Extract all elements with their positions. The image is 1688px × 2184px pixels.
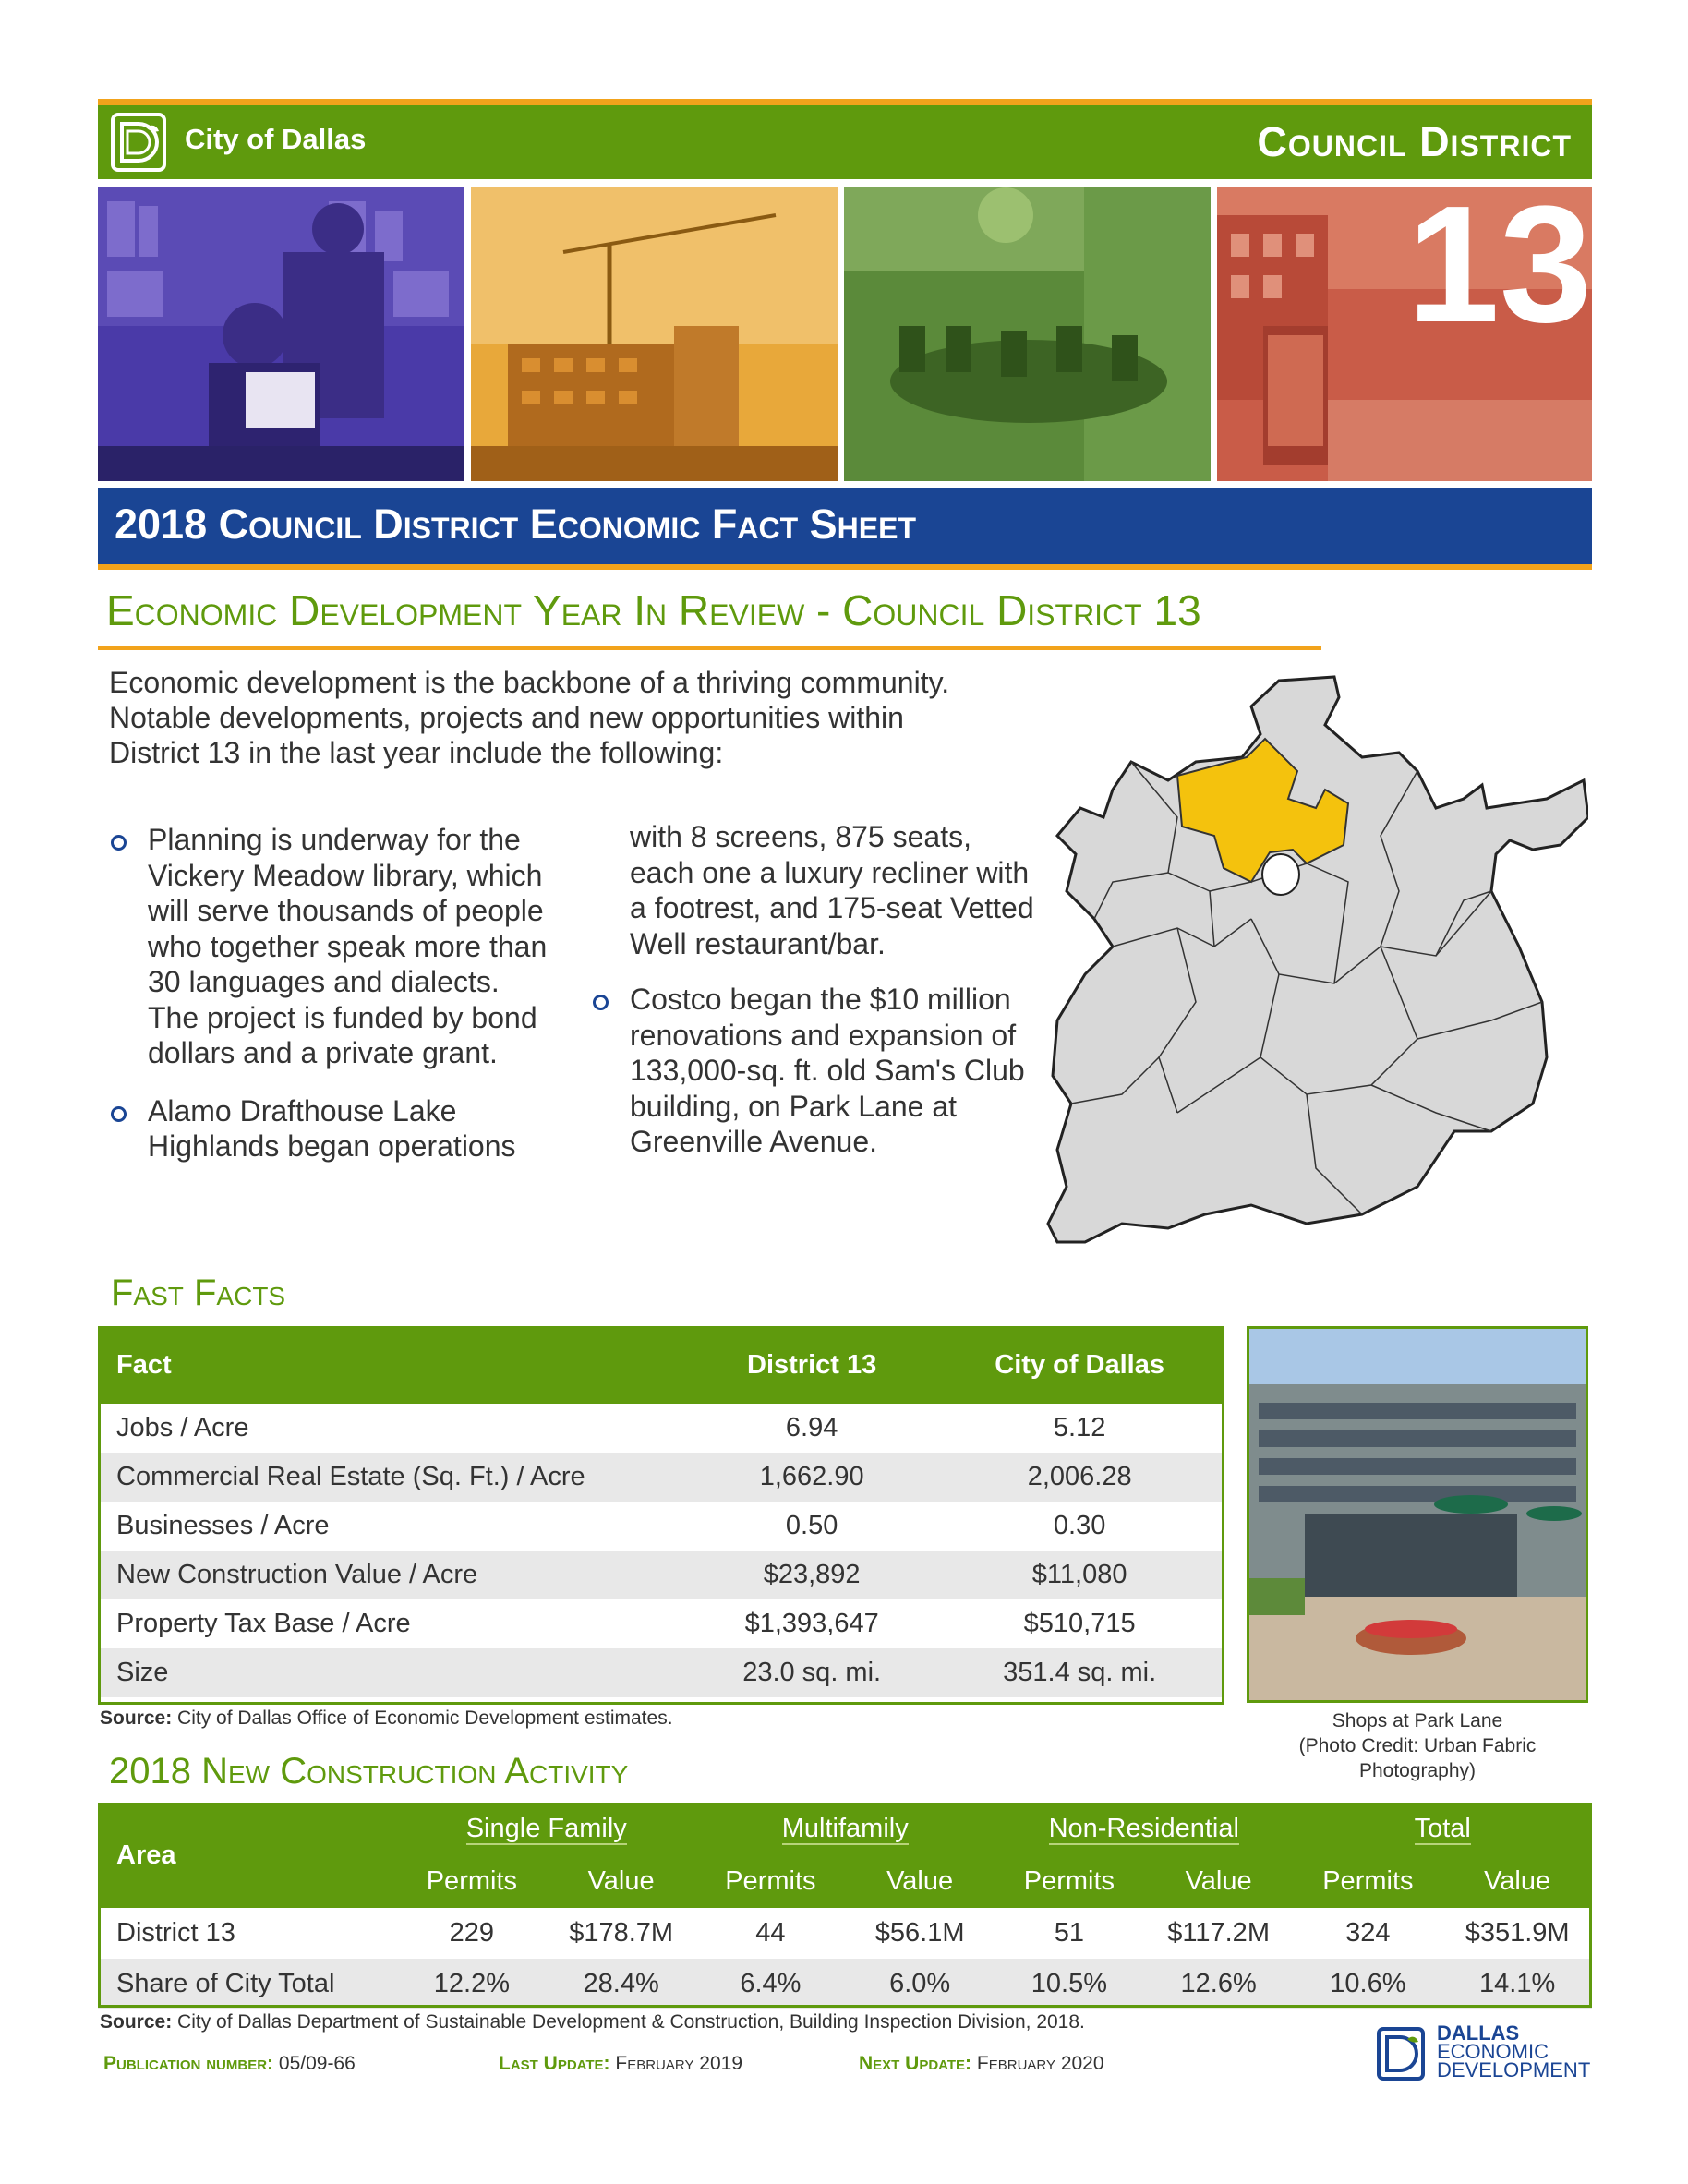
bullet-continuation: with 8 screens, 875 seats, each one a luxury recliner with a footrest, and 175-seat Vetted Well restaurant/bar. (630, 820, 1034, 960)
subheader: Permits (397, 1854, 547, 1908)
fast-facts-heading: Fast Facts (111, 1273, 286, 1313)
subheader: Permits (1294, 1854, 1443, 1908)
city-value: $510,715 (1023, 1609, 1136, 1638)
subheader: Permits (995, 1854, 1144, 1908)
bullet-circle-icon (111, 1106, 127, 1122)
dallas-economic-development-logo: DALLAS ECONOMIC DEVELOPMENT (1376, 2022, 1598, 2087)
bullet-circle-icon (593, 995, 609, 1010)
group-header: Total (1294, 1803, 1593, 1854)
header-top-rule (98, 99, 1592, 105)
footer-last-update: Last Update: February 2019 (499, 2053, 743, 2074)
bullet-item: Planning is underway for the Vickery Meadow library, which will serve thousands of people who together speak more than 30 languages and dialects. The project is funded by bond dollars and a private grant. (109, 822, 552, 1071)
bullet-circle-icon (111, 835, 127, 851)
year-in-review-heading: Economic Development Year In Review - Council District 13 (106, 586, 1201, 634)
table-row: Share of City Total 12.2% 28.4% 6.4% 6.0% 10.5% 12.6% 10.6% 14.1% (98, 1959, 1592, 2009)
city-of-dallas-logo-icon (109, 109, 175, 175)
bullet-column-left (109, 822, 552, 1187)
district-number: 13 (1406, 187, 1592, 357)
city-of-dallas-logo-text: City of Dallas (185, 123, 367, 155)
photo-library-readers (98, 187, 464, 481)
fact-label: Jobs / Acre (116, 1413, 249, 1442)
fact-label: New Construction Value / Acre (98, 1551, 689, 1599)
banner-bottom-rule (98, 564, 1592, 570)
district-value: $23,892 (689, 1551, 934, 1599)
bullet-column-right (591, 819, 1034, 1182)
group-header: Multifamily (696, 1803, 995, 1854)
fact-label: Size (98, 1648, 689, 1697)
district-value: 23.0 sq. mi. (689, 1648, 934, 1697)
footer-next-update: Next Update: February 2020 (859, 2053, 1104, 2074)
city-value: 2,006.28 (934, 1453, 1224, 1502)
district-value: $1,393,647 (744, 1609, 879, 1638)
fast-facts-source: Source: City of Dallas Office of Economic Development estimates. (100, 1707, 673, 1729)
dallas-council-district-map (1030, 670, 1588, 1256)
review-intro: Economic development is the backbone of a thriving community. Notable developments, projects and new opportunities within District 13 in the last year include the following: (109, 666, 950, 769)
table-row: District 13 229 $178.7M 44 $56.1M 51 $117.2M 324 $351.9M (116, 1918, 1570, 1948)
subheader: Value (1144, 1854, 1294, 1908)
column-header-district: District 13 (689, 1326, 934, 1404)
fact-label: Businesses / Acre (116, 1511, 330, 1540)
bullet-item: Alamo Drafthouse Lake Highlands began operations (109, 1093, 552, 1164)
fact-label: Property Tax Base / Acre (116, 1609, 411, 1638)
footer-publication: Publication number: 05/09-66 (103, 2053, 356, 2074)
column-header-city: City of Dallas (934, 1326, 1224, 1404)
fast-facts-border (98, 1326, 1224, 1705)
subheader: Value (845, 1854, 995, 1908)
construction-table-border (98, 1803, 1592, 2008)
city-value: $11,080 (934, 1551, 1224, 1599)
subheader: Permits (696, 1854, 846, 1908)
district-value: 6.94 (785, 1413, 838, 1442)
council-district-title: Council District (1257, 118, 1572, 165)
bullet-item: Costco began the $10 million renovations and expansion of 133,000-sq. ft. old Sam's Club building, on Park Lane at Greenville Avenue. (591, 982, 1034, 1160)
city-value: 0.30 (1053, 1511, 1106, 1540)
photo-west-end-street (1217, 187, 1592, 481)
subheader: Value (547, 1854, 696, 1908)
photo-shops-at-park-lane (1247, 1326, 1588, 1703)
photo-caption: Shops at Park Lane (Photo Credit: Urban Fabric Photography) (1298, 1710, 1537, 1781)
fact-label: Commercial Real Estate (Sq. Ft.) / Acre (98, 1453, 689, 1502)
group-header: Single Family (397, 1803, 696, 1854)
column-header-fact: Fact (98, 1326, 689, 1404)
ded-logo-icon (1376, 2026, 1431, 2081)
photo-meeting-room (844, 187, 1211, 481)
city-value: 5.12 (1053, 1413, 1106, 1442)
city-boundary (1048, 677, 1588, 1242)
fact-sheet-title: 2018 Council District Economic Fact Sheet (115, 501, 916, 548)
photo-construction-crane (471, 187, 838, 481)
subheader: Value (1442, 1854, 1592, 1908)
column-header-area: Area (98, 1803, 397, 1908)
city-value: 351.4 sq. mi. (934, 1648, 1224, 1697)
district-value: 1,662.90 (689, 1453, 934, 1502)
group-header: Non-Residential (995, 1803, 1294, 1854)
construction-activity-heading: 2018 New Construction Activity (109, 1751, 629, 1792)
year-in-review-rule (98, 646, 1321, 650)
district-value: 0.50 (785, 1511, 838, 1540)
construction-source: Source: City of Dallas Department of Sustainable Development & Construction, Building Inspection Division, 2018. (100, 2011, 1085, 2033)
